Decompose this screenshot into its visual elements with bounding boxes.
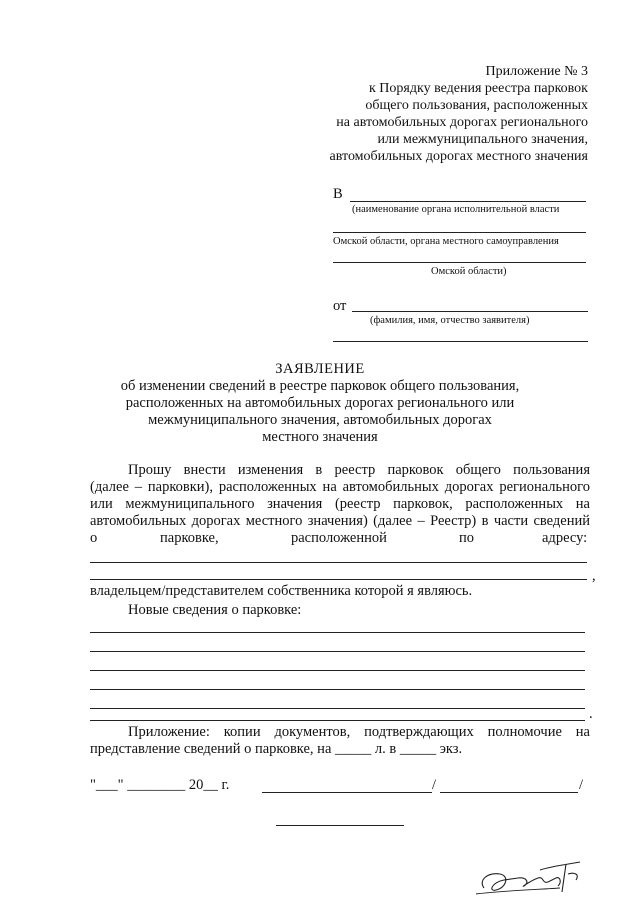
paragraph-word: парковке, xyxy=(160,530,219,546)
owner-text: владельцем/представителем собственника которой я являюсь. xyxy=(90,583,473,599)
title-line: межмуниципального значения, автомобильных дорогах xyxy=(148,412,492,428)
paragraph-line: (далее – парковки), расположенных на автомобильных дорогах регионального xyxy=(90,479,590,495)
signature-slash: / xyxy=(432,777,437,793)
to-field-line[interactable] xyxy=(333,262,586,263)
paragraph-line: автомобильных дорогах местного значения) (далее – Реестр) в части сведений xyxy=(90,513,590,529)
to-hint: (наименование органа исполнительной власти xyxy=(352,204,560,215)
new-info-field-line[interactable] xyxy=(90,632,585,633)
paragraph-word: адресу: xyxy=(542,530,588,546)
new-info-field-line[interactable] xyxy=(90,651,585,652)
header-line: автомобильных дорогах местного значения xyxy=(329,149,588,164)
address-comma: , xyxy=(592,568,596,584)
title-line: расположенных на автомобильных дорогах регионального или xyxy=(125,395,515,411)
name-line[interactable] xyxy=(440,792,578,793)
address-field-line[interactable] xyxy=(90,579,587,580)
new-info-field-line[interactable] xyxy=(90,720,585,721)
new-info-period: . xyxy=(589,706,593,722)
date-field[interactable]: "___" ________ 20__ г. xyxy=(90,777,230,793)
attachment-line: представление сведений о парковке, на _____ л. в _____ экз. xyxy=(90,741,463,757)
from-prefix: от xyxy=(333,298,347,314)
stamp-line xyxy=(276,825,404,826)
to-field-line[interactable] xyxy=(333,232,586,233)
title-line: об изменении сведений в реестре парковок общего пользования, xyxy=(120,378,520,394)
to-hint: Омской области, органа местного самоуправления xyxy=(333,236,559,247)
header-line: к Порядку ведения реестра парковок xyxy=(368,81,588,96)
handwritten-signature xyxy=(470,858,590,900)
to-field-line[interactable] xyxy=(350,201,586,202)
paragraph-line: Прошу внести изменения в реестр парковок общего пользования xyxy=(128,462,590,478)
title-line: местного значения xyxy=(262,429,378,445)
header-line: или межмуниципального значения, xyxy=(377,132,588,147)
new-info-field-line[interactable] xyxy=(90,708,585,709)
paragraph-word: расположенной xyxy=(291,530,387,546)
paragraph-word: о xyxy=(90,530,98,546)
from-field-line[interactable] xyxy=(333,341,588,342)
appendix-number: Приложение № 3 xyxy=(485,64,588,79)
header-line: общего пользования, расположенных xyxy=(365,98,588,113)
new-info-field-line[interactable] xyxy=(90,689,585,690)
to-hint: Омской области) xyxy=(431,266,507,277)
signature-line[interactable] xyxy=(262,792,432,793)
paragraph-word: по xyxy=(459,530,475,546)
header-line: на автомобильных дорогах регионального xyxy=(336,115,588,130)
from-field-line[interactable] xyxy=(352,311,588,312)
new-info-label: Новые сведения о парковке: xyxy=(128,602,302,618)
document-title: ЗАЯВЛЕНИЕ xyxy=(275,361,365,377)
signature-slash: / xyxy=(579,777,584,793)
to-prefix: В xyxy=(333,186,343,202)
attachment-line: Приложение: копии документов, подтверждающих полномочие на xyxy=(128,724,590,740)
from-hint: (фамилия, имя, отчество заявителя) xyxy=(370,315,530,326)
new-info-field-line[interactable] xyxy=(90,670,585,671)
paragraph-line: или межмуниципального значения (реестр парковок, расположенных на xyxy=(90,496,590,512)
address-field-line[interactable] xyxy=(90,562,587,563)
